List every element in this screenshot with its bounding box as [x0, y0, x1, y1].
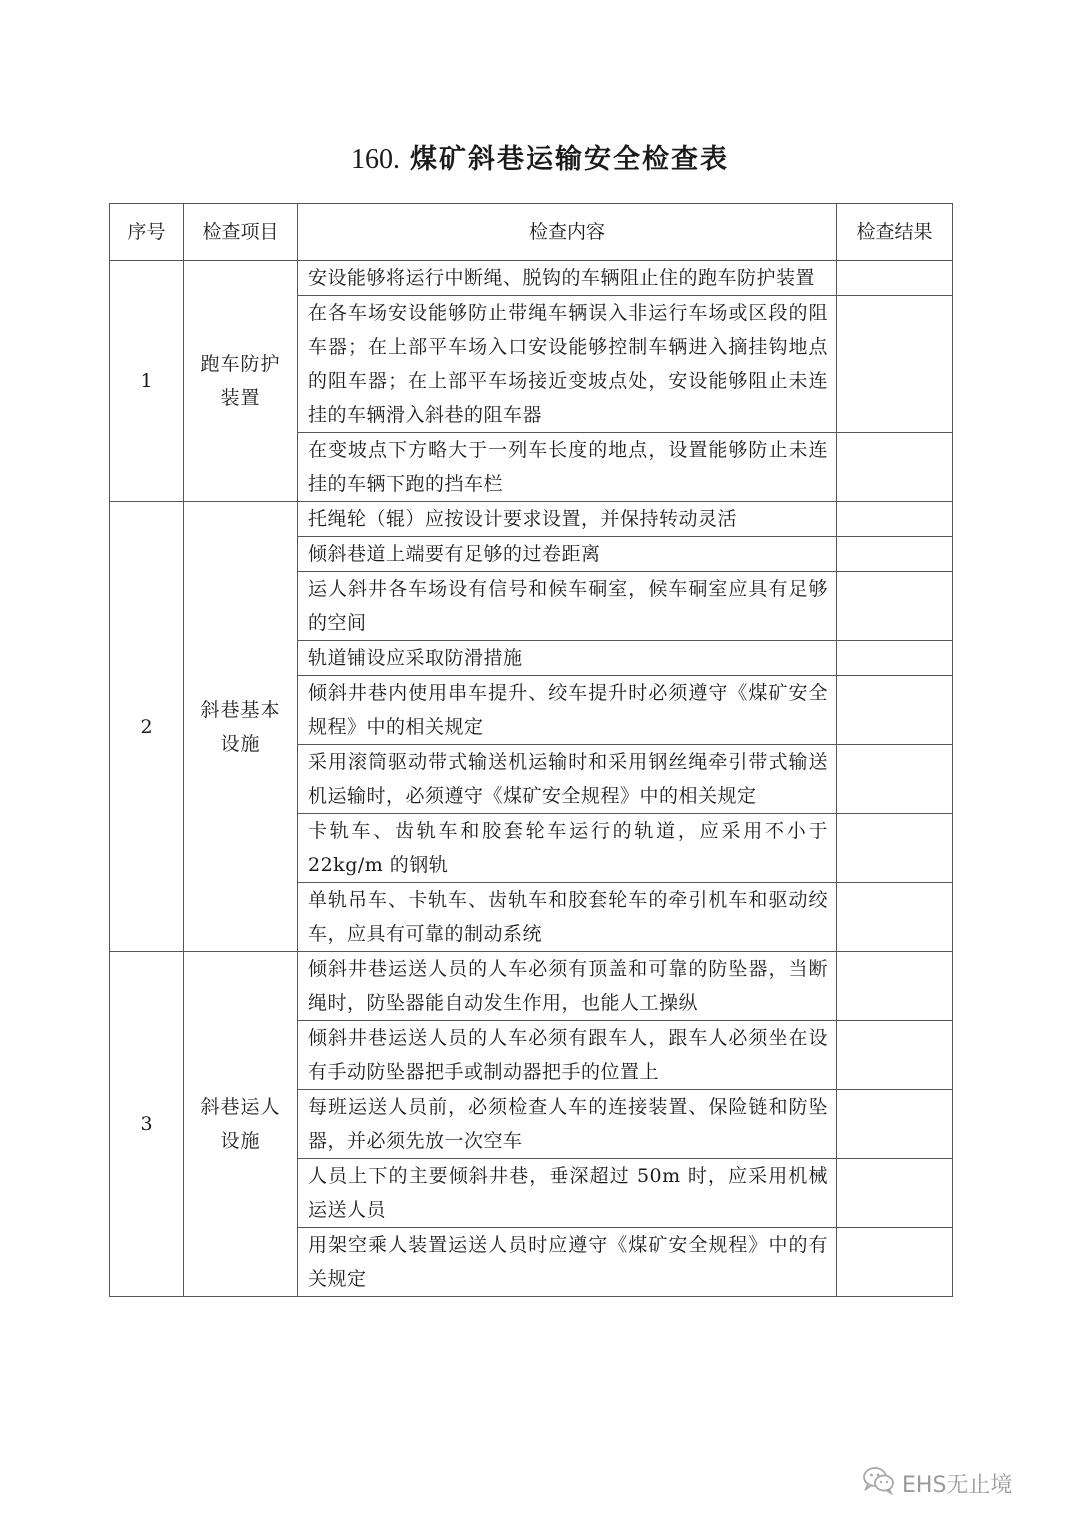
result-cell[interactable]	[837, 641, 953, 676]
content-cell: 托绳轮（辊）应按设计要求设置，并保持转动灵活	[298, 502, 837, 537]
watermark	[862, 1465, 1012, 1501]
result-cell[interactable]	[837, 537, 953, 572]
content-cell: 人员上下的主要倾斜井巷，垂深超过 50m 时，应采用机械运送人员	[298, 1159, 837, 1228]
group-seq: 2	[110, 502, 184, 952]
header-seq: 序号	[110, 204, 184, 261]
result-cell[interactable]	[837, 1021, 953, 1090]
table-row	[110, 952, 953, 1021]
result-cell[interactable]	[837, 1090, 953, 1159]
content-cell: 运人斜井各车场设有信号和候车硐室，候车硐室应具有足够的空间	[298, 572, 837, 641]
result-cell[interactable]	[837, 502, 953, 537]
result-cell[interactable]	[837, 1159, 953, 1228]
content-cell: 倾斜井巷内使用串车提升、绞车提升时必须遵守《煤矿安全规程》中的相关规定	[298, 676, 837, 745]
result-cell[interactable]	[837, 1228, 953, 1297]
content-cell: 单轨吊车、卡轨车、齿轨车和胶套轮车的牵引机车和驱动绞车，应具有可靠的制动系统	[298, 883, 837, 952]
checklist-table	[109, 203, 953, 1297]
result-cell[interactable]	[837, 952, 953, 1021]
content-cell: 卡轨车、齿轨车和胶套轮车运行的轨道，应采用不小于22kg/m 的钢轨	[298, 814, 837, 883]
title-text: 煤矿斜巷运输安全检查表	[410, 144, 729, 175]
group-item: 斜巷运人设施	[184, 952, 298, 1297]
content-cell: 采用滚筒驱动带式输送机运输时和采用钢丝绳牵引带式输送机运输时，必须遵守《煤矿安全规程》中的相关规定	[298, 745, 837, 814]
group-seq: 3	[110, 952, 184, 1297]
table-row	[110, 261, 953, 296]
wechat-icon	[862, 1465, 896, 1501]
content-cell: 在各车场安设能够防止带绳车辆误入非运行车场或区段的阻车器；在上部平车场入口安设能够控制车辆进入摘挂钩地点的阻车器；在上部平车场接近变坡点处，安设能够阻止未连挂的车辆滑入斜巷的阻车器	[298, 296, 837, 433]
result-cell[interactable]	[837, 676, 953, 745]
content-cell: 倾斜井巷运送人员的人车必须有跟车人，跟车人必须坐在设有手动防坠器把手或制动器把手的位置上	[298, 1021, 837, 1090]
group-seq: 1	[110, 261, 184, 502]
result-cell[interactable]	[837, 814, 953, 883]
group-item: 跑车防护装置	[184, 261, 298, 502]
table-header-row	[110, 204, 953, 261]
header-content: 检查内容	[298, 204, 837, 261]
header-result: 检查结果	[837, 204, 953, 261]
group-item: 斜巷基本设施	[184, 502, 298, 952]
content-cell: 倾斜巷道上端要有足够的过卷距离	[298, 537, 837, 572]
table-row	[110, 502, 953, 537]
result-cell[interactable]	[837, 572, 953, 641]
content-cell: 在变坡点下方略大于一列车长度的地点，设置能够防止未连挂的车辆下跑的挡车栏	[298, 433, 837, 502]
result-cell[interactable]	[837, 296, 953, 433]
result-cell[interactable]	[837, 261, 953, 296]
result-cell[interactable]	[837, 745, 953, 814]
content-cell: 每班运送人员前，必须检查人车的连接装置、保险链和防坠器，并必须先放一次空车	[298, 1090, 837, 1159]
content-cell: 用架空乘人装置运送人员时应遵守《煤矿安全规程》中的有关规定	[298, 1228, 837, 1297]
watermark-text: EHS无止境	[902, 1472, 1013, 1498]
title-number: 160.	[351, 144, 400, 175]
result-cell[interactable]	[837, 883, 953, 952]
content-cell: 倾斜井巷运送人员的人车必须有顶盖和可靠的防坠器，当断绳时，防坠器能自动发生作用，也能人工操纵	[298, 952, 837, 1021]
result-cell[interactable]	[837, 433, 953, 502]
content-cell: 轨道铺设应采取防滑措施	[298, 641, 837, 676]
header-item: 检查项目	[184, 204, 298, 261]
content-cell: 安设能够将运行中断绳、脱钩的车辆阻止住的跑车防护装置	[298, 261, 837, 296]
page-title	[0, 140, 1080, 180]
